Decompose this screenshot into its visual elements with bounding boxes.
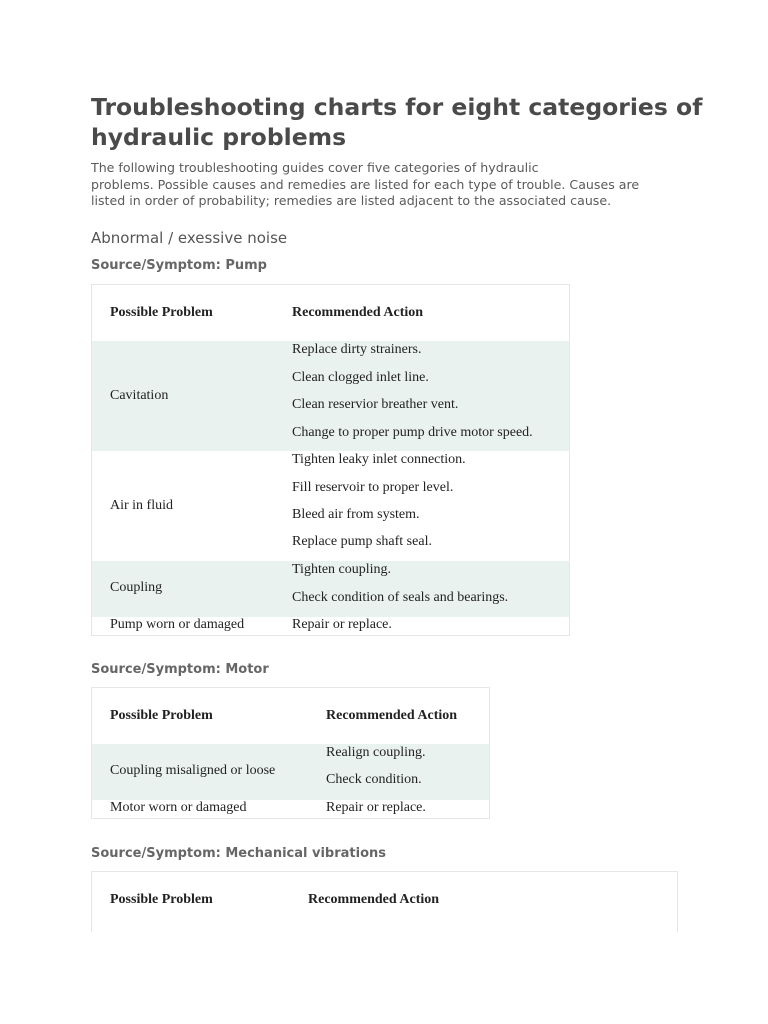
- header-problem: Possible Problem: [110, 305, 213, 320]
- problem-cell: Cavitation: [110, 388, 169, 403]
- intro-line: listed in order of probability; remedies are listed adjacent to the associated cause.: [91, 193, 612, 208]
- action-cell: Realign coupling.: [326, 745, 426, 760]
- pump-table: [91, 284, 570, 636]
- action-cell: Bleed air from system.: [292, 507, 420, 522]
- header-action: Recommended Action: [308, 892, 440, 907]
- action-cell: Clean clogged inlet line.: [292, 370, 429, 385]
- section-heading: Abnormal / exessive noise: [91, 229, 288, 247]
- table-header: [92, 285, 569, 341]
- table-row: [92, 800, 489, 818]
- action-cell: Replace pump shaft seal.: [292, 534, 432, 549]
- action-cell: Clean reservior breather vent.: [292, 397, 459, 412]
- intro-line: problems. Possible causes and remedies are listed for each type of trouble. Causes are: [91, 176, 640, 192]
- vibration-table: [91, 871, 678, 932]
- action-cell: Replace dirty strainers.: [292, 342, 422, 357]
- header-action: Recommended Action: [326, 708, 458, 723]
- symptom-pump-heading: Source/Symptom: Pump: [91, 258, 267, 273]
- action-cell: Check condition of seals and bearings.: [292, 590, 509, 605]
- problem-cell: Motor worn or damaged: [110, 800, 247, 815]
- problem-cell: Air in fluid: [110, 498, 173, 513]
- action-cell: Fill reservoir to proper level.: [292, 480, 454, 495]
- header-problem: Possible Problem: [110, 892, 213, 907]
- intro-line: The following troubleshooting guides cover five categories of hydraulic: [91, 160, 539, 175]
- action-cell: Tighten leaky inlet connection.: [292, 452, 466, 467]
- table-header: [92, 872, 677, 928]
- intro-paragraph: [91, 160, 691, 210]
- table-row: [92, 451, 569, 561]
- action-cell: Repair or replace.: [292, 617, 392, 632]
- symptom-motor-heading: Source/Symptom: Motor: [91, 662, 269, 677]
- header-problem: Possible Problem: [110, 708, 213, 723]
- action-cell: Check condition.: [326, 772, 422, 787]
- action-cell: Repair or replace.: [326, 800, 426, 815]
- table-row: [92, 341, 569, 451]
- header-action: Recommended Action: [292, 305, 424, 320]
- table-row: [92, 617, 569, 635]
- table-row: [92, 744, 489, 800]
- problem-cell: Pump worn or damaged: [110, 617, 245, 632]
- action-cell: Tighten coupling.: [292, 562, 392, 577]
- problem-cell: Coupling: [110, 580, 163, 595]
- symptom-vibration-heading: Source/Symptom: Mechanical vibrations: [91, 846, 387, 861]
- table-header: [92, 688, 489, 744]
- table-row: [92, 561, 569, 617]
- motor-table: [91, 687, 490, 819]
- problem-cell: Coupling misaligned or loose: [110, 763, 276, 778]
- page-title: Troubleshooting charts for eight categories of hydraulic problems: [91, 93, 703, 151]
- action-cell: Change to proper pump drive motor speed.: [292, 425, 533, 440]
